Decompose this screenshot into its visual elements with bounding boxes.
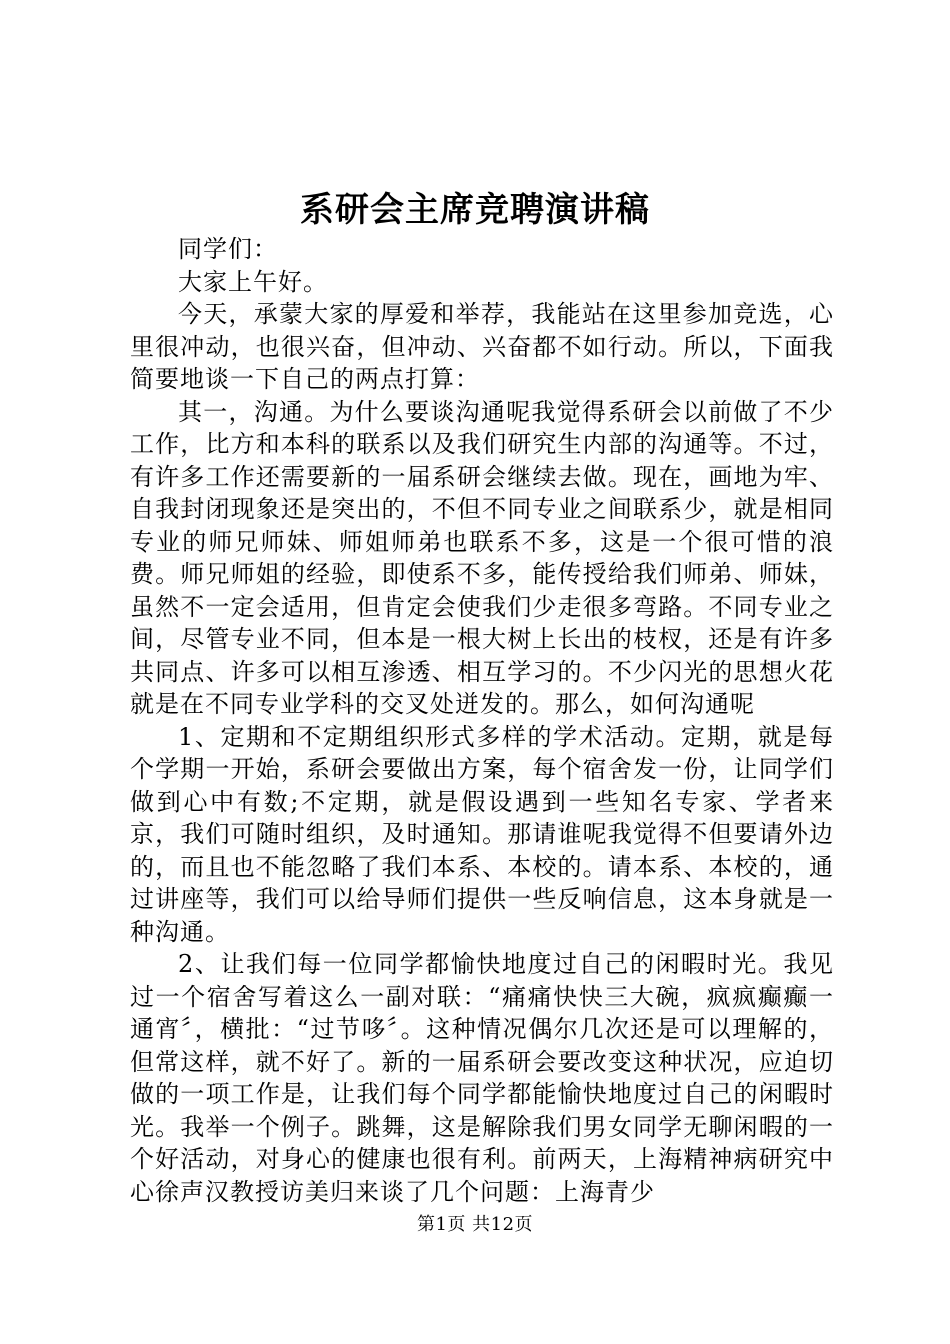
paragraph-salutation: 同学们： xyxy=(178,235,278,263)
document-title: 系研会主席竞聘演讲稿 xyxy=(300,190,650,230)
paragraph-greeting: 大家上午好。 xyxy=(178,267,328,296)
paragraph-communication: 其一，沟通。为什么要谈沟通呢我觉得系研会以前做了不少工作，比方和本科的联系以及我们研究生内部的沟通等。不过，有许多工作还需要新的一届系研会继续去做。现在，画地为牢、自我封闭现象还是突出的，不但不同专业之间联系少，就是相同专业的师兄师妹、师姐师弟也联系不多，这是一个很可惜的浪费。师兄师姐的经验，即使系不多，能传授给我们师弟、师妹，虽然不一定会适用，但肯定会使我们少走很多弯路。不同专业之间，尽管专业不同，但本是一根大树上长出的枝杈，还是有许多共同点、许多可以相互渗透、相互学习的。不少闪光的思想火花就是在不同专业学科的交叉处迸发的。那么，如何沟通呢 xyxy=(130,397,834,718)
page-footer: 第1页 共12页 xyxy=(416,1214,534,1235)
document-body xyxy=(130,233,834,1208)
paragraph-point-1: 1、定期和不定期组织形式多样的学术活动。定期，就是每个学期一开始，系研会要做出方案，每个宿舍发一份，让同学们做到心中有数;不定期，就是假设遇到一些知名专家、学者来京，我们可随时组织，及时通知。那请谁呢我觉得不但要请外边的，而且也不能忽略了我们本系、本校的。请本系、本校的，通过讲座等，我们可以给导师们提供一些反响信息，这本身就是一种沟通。 xyxy=(130,722,834,946)
paragraph-point-2: 2、让我们每一位同学都愉快地度过自己的闲暇时光。我见过一个宿舍写着这么一副对联：“痛痛快快三大碗，疯疯癫癫一通宵〞，横批：“过节哆〞。这种情况偶尔几次还是可以理解的，但常这样，就不好了。新的一届系研会要改变这种状况，应迫切做的一项工作是，让我们每个同学都能愉快地度过自己的闲暇时光。我举一个例子。跳舞，这是解除我们男女同学无聊闲暇的一个好活动，对身心的健康也很有利。前两天，上海精神病研究中心徐声汉教授访美归来谈了几个问题：上海青少 xyxy=(130,950,834,1206)
paragraph-intro: 今天，承蒙大家的厚爱和举荐，我能站在这里参加竞选，心里很冲动，也很兴奋，但冲动、兴奋都不如行动。所以，下面我简要地谈一下自己的两点打算： xyxy=(130,300,834,393)
